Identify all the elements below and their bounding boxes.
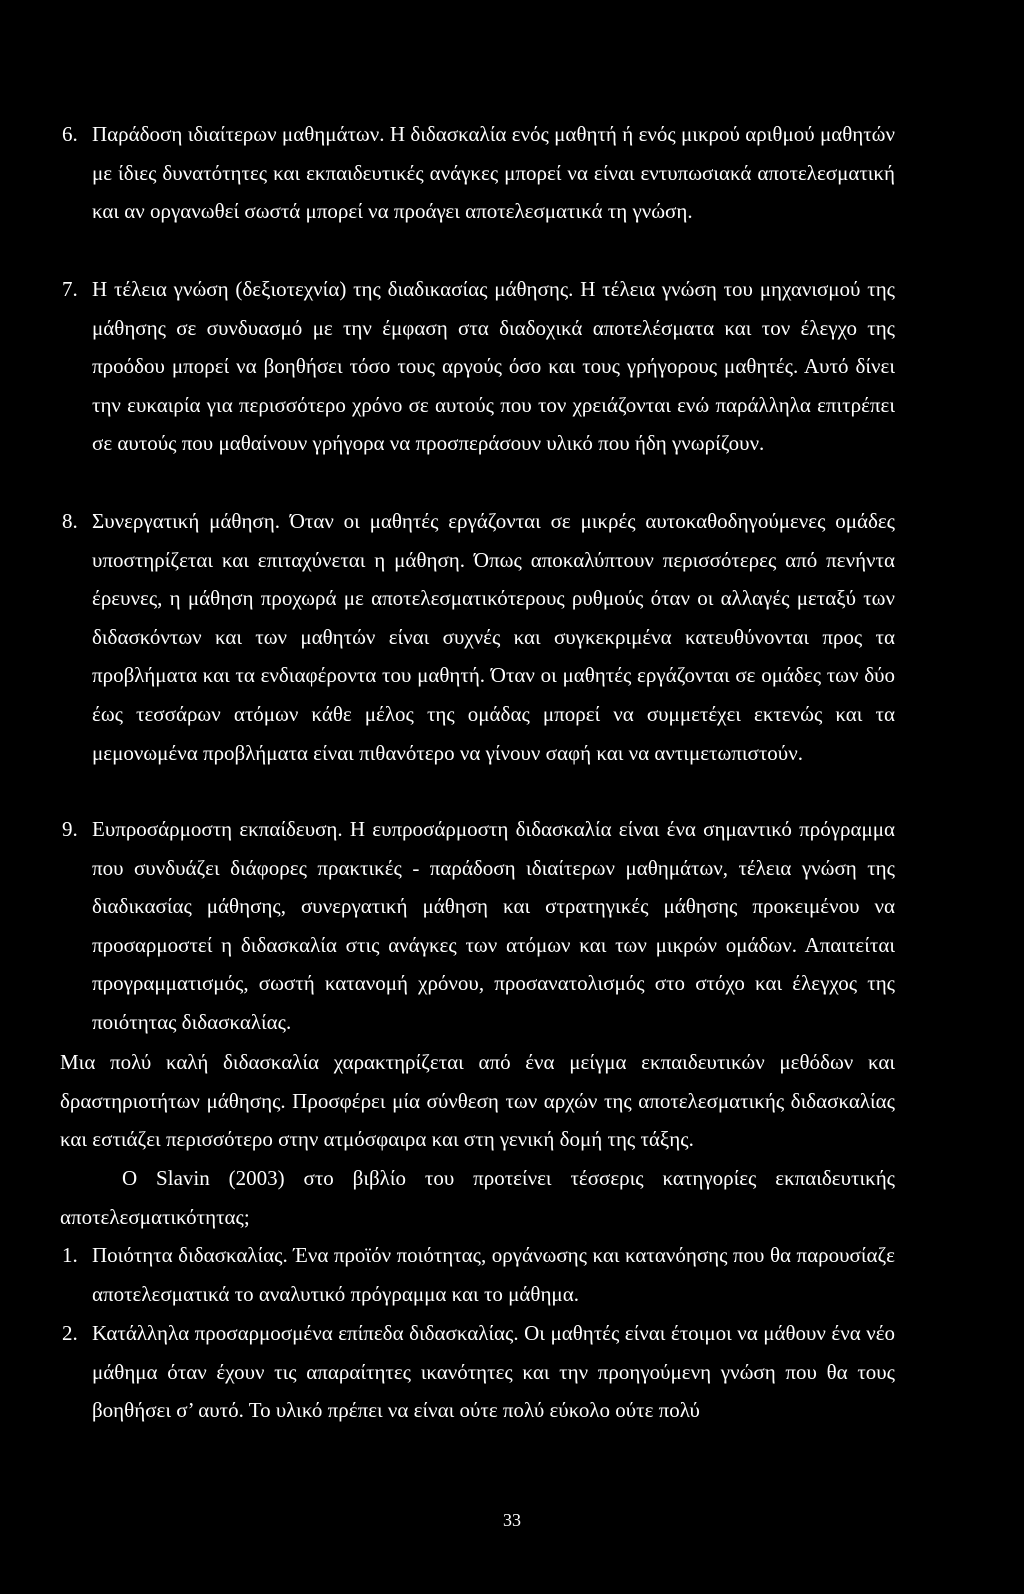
list-item-body: Οι μαθητές είναι έτοιμοι να μάθουν ένα νέο μάθημα όταν έχουν τις απαραίτητες ικανότητες και την προηγούμενη γνώση που θα τους βοηθήσει σ’ αυτό. Το υλικό πρέπει να είναι ούτε πολύ εύκολο ούτε πολύ [92, 1321, 896, 1423]
list-item-body: Η διδασκαλία ενός μαθητή ή ενός μικρού αριθμού μαθητών με ίδιες δυνατότητες και εκπαιδευτικές ανάγκες μπορεί να είναι εντυπωσιακά αποτελεσματική και αν οργανωθεί σωστά μπορεί να προάγει αποτελεσματικά τη γνώση. [92, 122, 895, 224]
list-item-body: Όταν οι μαθητές εργάζονται σε μικρές αυτοκαθοδηγούμενες ομάδες υποστηρίζεται και επιταχύνεται η μάθηση. Όπως αποκαλύπτουν περισσότερες από πενήντα έρευνες, η μάθηση προχωρά με αποτελεσματικότερους ρυθμούς όταν οι αλλαγές μεταξύ των διδασκόντων και των μαθητών είναι συχνές και συγκεκριμένα κατευθύνονται προς τα προβλήματα και τα ενδιαφέροντα του μαθητή. Όταν οι μαθητές εργάζονται σε ομάδες των δύο έως τεσσάρων ατόμων κάθε μέλος της ομάδας μπορεί να συμμετέχει εκτενώς και τα μεμονωμένα προβλήματα είναι πιθανότερο να γίνουν σαφή και να αντιμετωπιστούν. [92, 509, 896, 765]
list-item-2 [62, 1314, 896, 1430]
list-item-6 [62, 115, 895, 231]
list-number: 9. [62, 817, 78, 841]
list-number: 7. [62, 277, 78, 301]
body-paragraph: Μια πολύ καλή διδασκαλία χαρακτηρίζεται από ένα μείγμα εκπαιδευτικών μεθόδων και δραστηριοτήτων μάθησης. Προσφέρει μία σύνθεση των αρχών της αποτελεσματικής διδασκαλίας και εστιάζει περισσότερο στην ατμόσφαιρα και στη γενική δομή της τάξης. [60, 1050, 895, 1152]
list-item-title: Ευπροσάρμοστη εκπαίδευση. [92, 817, 343, 841]
list-item-7 [62, 270, 895, 463]
list-item-body: Ένα προϊόν ποιότητας, οργάνωσης και κατανόησης που θα παρουσίαζε αποτελεσματικά το αναλυτικό πρόγραμμα και το μάθημα. [92, 1243, 895, 1306]
list-item-9 [62, 810, 896, 1042]
list-number: 8. [62, 509, 78, 533]
list-item-title: Παράδοση ιδιαίτερων μαθημάτων. [92, 122, 385, 146]
list-number: 2. [62, 1321, 78, 1345]
list-item-title: Ποιότητα διδασκαλίας. [92, 1243, 288, 1267]
list-item-1 [62, 1236, 895, 1313]
list-item-8 [62, 502, 896, 772]
list-item-title: Συνεργατική μάθηση. [92, 509, 280, 533]
body-paragraph-indented: Ο Slavin (2003) στο βιβλίο του προτείνει τέσσερις κατηγορίες εκπαιδευτικής αποτελεσματικότητας; [60, 1166, 895, 1229]
list-item-title: Η τέλεια γνώση (δεξιοτεχνία) της διαδικασίας μάθησης. [92, 277, 574, 301]
list-item-title: Κατάλληλα προσαρμοσμένα επίπεδα διδασκαλίας. [92, 1321, 519, 1345]
list-number: 1. [62, 1243, 78, 1267]
list-item-body: Η ευπροσάρμοστη διδασκαλία είναι ένα σημαντικό πρόγραμμα που συνδυάζει διάφορες πρακτικές - παράδοση ιδιαίτερων μαθημάτων, τέλεια γνώση της διαδικασίας μάθησης, συνεργατική μάθηση και στρατηγικές μάθησης προκειμένου να προσαρμοστεί η διδασκαλία στις ανάγκες των ατόμων και των μικρών ομάδων. Απαιτείται προγραμματισμός, σωστή κατανομή χρόνου, προσανατολισμός στο στόχο και έλεγχος της ποιότητας διδασκαλίας. [92, 817, 896, 1034]
page-number: 33 [503, 1510, 521, 1530]
list-number: 6. [62, 122, 78, 146]
list-item-body: Η τέλεια γνώση του μηχανισμού της μάθησης σε συνδυασμό με την έμφαση στα διαδοχικά αποτελέσματα και τον έλεγχο της προόδου μπορεί να βοηθήσει τόσο τους αργούς όσο και τους γρήγορους μαθητές. Αυτό δίνει την ευκαιρία για περισσότερο χρόνο σε αυτούς που τον χρειάζονται ενώ παράλληλα επιτρέπει σε αυτούς που μαθαίνουν γρήγορα να προσπεράσουν υλικό που ήδη γνωρίζουν. [92, 277, 895, 456]
